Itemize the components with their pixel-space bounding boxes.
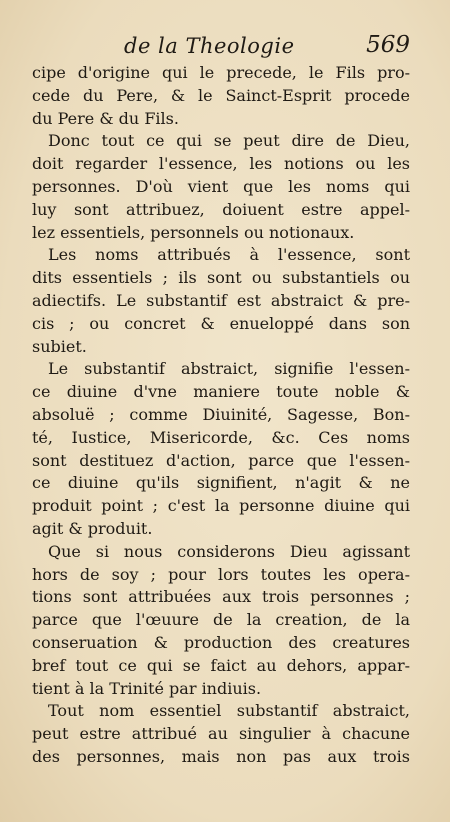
- text-line: dits essentiels ; ils sont ou substantiels ou: [32, 268, 410, 288]
- text-line: sont destituez d'action, parce que l'essen-: [32, 450, 410, 470]
- text-line: luy sont attribuez, doiuent estre appel-: [32, 199, 410, 219]
- text-line: conseruation & production des creatures: [32, 632, 410, 652]
- body-text: [32, 62, 410, 769]
- text-line: du Pere & du Fils.: [32, 108, 179, 128]
- text-line: lez essentiels, personnels ou notionaux.: [32, 222, 355, 242]
- text-line: té, Iustice, Misericorde, &c. Ces noms: [32, 427, 410, 447]
- text-line: doit regarder l'essence, les notions ou les: [32, 154, 410, 174]
- text-line: ce diuine d'vne maniere toute noble &: [32, 382, 410, 402]
- text-line: adiectifs. Le substantif est abstraict & pre-: [32, 290, 410, 310]
- text-line: Le substantif abstraict, signifie l'essen-: [48, 359, 410, 379]
- text-line: agit & produit.: [32, 518, 153, 538]
- text-line: absoluë ; comme Diuinité, Sagesse, Bon-: [32, 404, 410, 424]
- page-number: 569: [366, 32, 410, 58]
- text-line: Donc tout ce qui se peut dire de Dieu,: [48, 131, 410, 151]
- text-line: des personnes, mais non pas aux trois: [32, 746, 410, 766]
- text-line: tions sont attribuées aux trois personnes ;: [32, 587, 410, 607]
- text-line: Que si nous considerons Dieu agissant: [48, 541, 410, 561]
- text-line: Les noms attribués à l'essence, sont: [48, 245, 410, 265]
- text-line: hors de soy ; pour lors toutes les opera-: [32, 564, 410, 584]
- text-line: parce que l'œuure de la creation, de la: [32, 610, 410, 630]
- text-line: subiet.: [32, 336, 87, 356]
- text-line: Tout nom essentiel substantif abstraict,: [48, 701, 410, 721]
- page-header: [0, 34, 450, 64]
- text-line: produit point ; c'est la personne diuine qui: [32, 496, 410, 516]
- text-line: tient à la Trinité par indiuis.: [32, 678, 262, 698]
- text-line: ce diuine qu'ils signifient, n'agit & ne: [32, 473, 410, 493]
- text-line: cede du Pere, & le Sainct-Esprit procede: [32, 85, 410, 105]
- text-line: cipe d'origine qui le precede, le Fils pro-: [32, 63, 410, 82]
- text-line: bref tout ce qui se faict au dehors, appar-: [32, 655, 410, 675]
- text-line: peut estre attribué au singulier à chacune: [32, 724, 410, 744]
- running-head: de la Theologie: [124, 34, 295, 58]
- text-line: cis ; ou concret & enueloppé dans son: [32, 313, 410, 333]
- text-line: personnes. D'où vient que les noms qui: [32, 176, 410, 196]
